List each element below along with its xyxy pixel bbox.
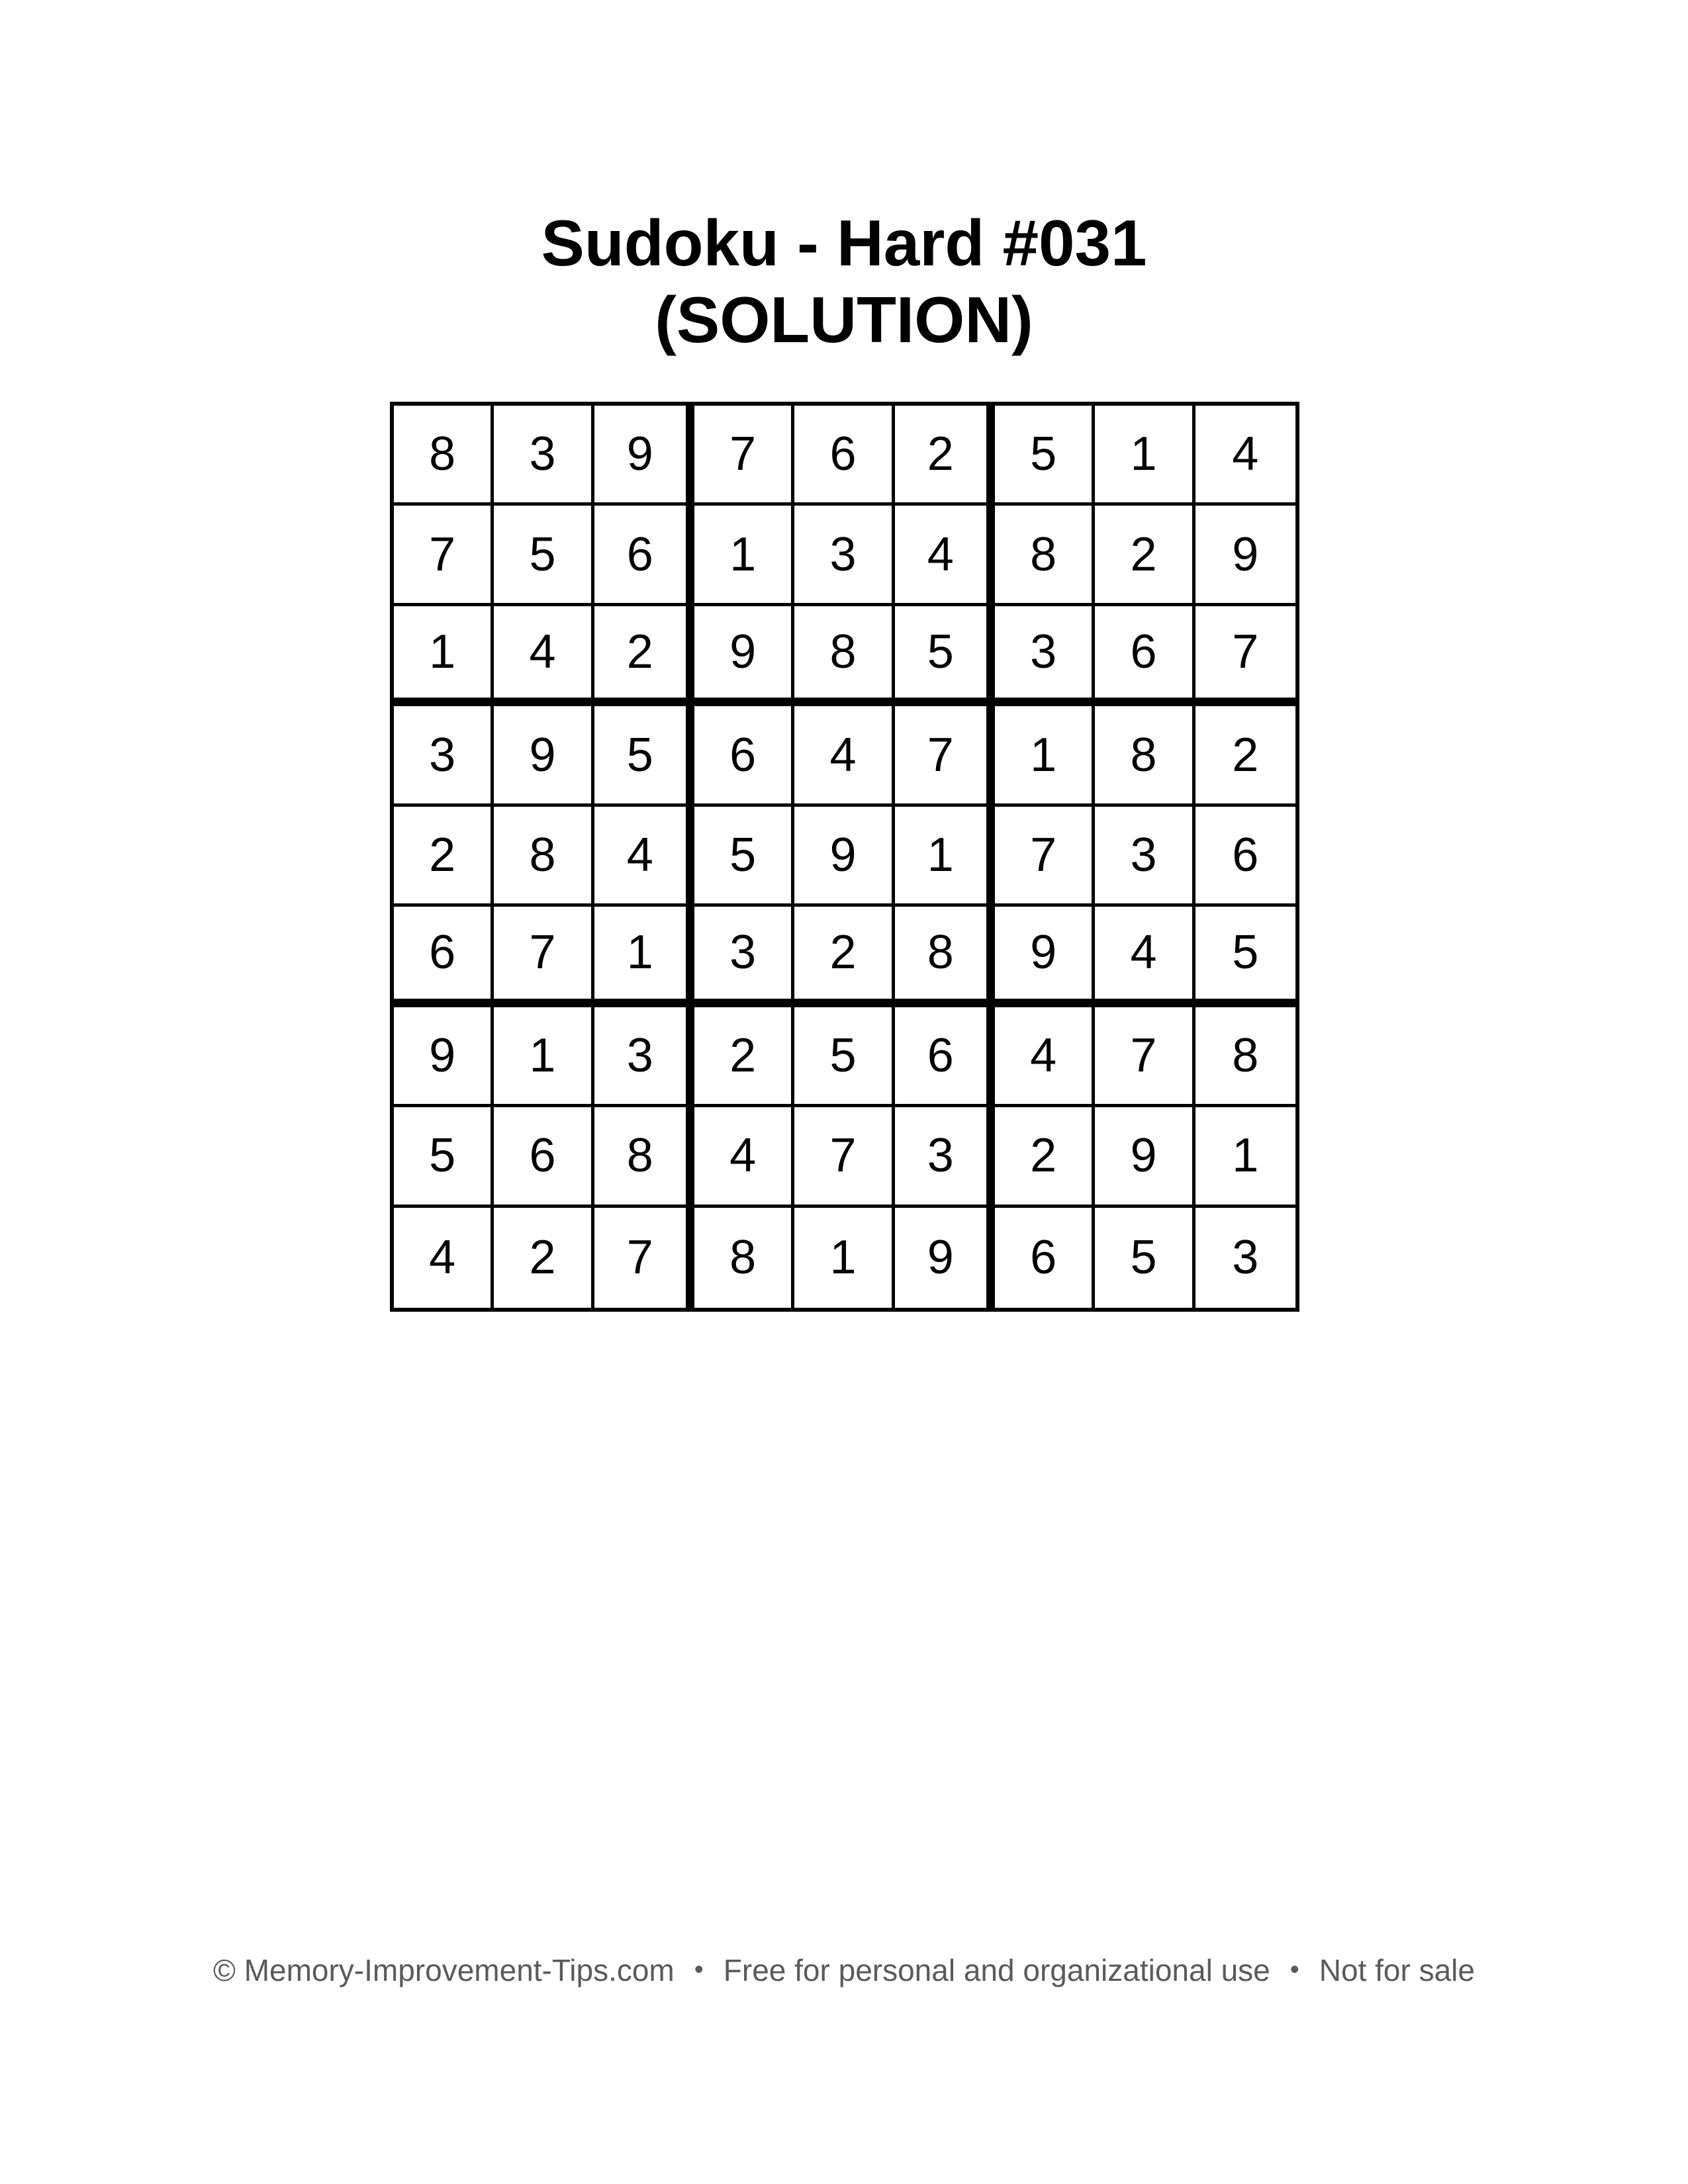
sudoku-cell-r3-c3: 2 bbox=[594, 606, 694, 706]
sudoku-cell-r8-c7: 2 bbox=[995, 1107, 1095, 1207]
sudoku-cell-r6-c8: 4 bbox=[1095, 907, 1195, 1007]
sudoku-cell-r9-c8: 5 bbox=[1095, 1208, 1195, 1308]
sudoku-cell-r8-c5: 7 bbox=[794, 1107, 894, 1207]
sudoku-cell-r2-c4: 1 bbox=[694, 506, 794, 606]
sudoku-cell-r4-c2: 9 bbox=[494, 706, 594, 806]
sudoku-cell-r9-c3: 7 bbox=[594, 1208, 694, 1308]
sudoku-cell-r1-c2: 3 bbox=[494, 406, 594, 506]
sudoku-cell-r6-c6: 8 bbox=[895, 907, 995, 1007]
sudoku-cell-r7-c4: 2 bbox=[694, 1007, 794, 1107]
sudoku-cell-r5-c5: 9 bbox=[794, 807, 894, 907]
sudoku-cell-r6-c2: 7 bbox=[494, 907, 594, 1007]
sudoku-cell-r6-c3: 1 bbox=[594, 907, 694, 1007]
sudoku-cell-r7-c1: 9 bbox=[394, 1007, 494, 1107]
sudoku-cell-r1-c9: 4 bbox=[1196, 406, 1295, 506]
sudoku-cell-r7-c2: 1 bbox=[494, 1007, 594, 1107]
sudoku-cell-r6-c9: 5 bbox=[1196, 907, 1295, 1007]
sudoku-cell-r3-c5: 8 bbox=[794, 606, 894, 706]
sudoku-cell-r8-c4: 4 bbox=[694, 1107, 794, 1207]
sudoku-cell-r8-c9: 1 bbox=[1196, 1107, 1295, 1207]
sudoku-cell-r1-c4: 7 bbox=[694, 406, 794, 506]
sudoku-cell-r4-c6: 7 bbox=[895, 706, 995, 806]
sudoku-cell-r2-c5: 3 bbox=[794, 506, 894, 606]
sudoku-cell-r1-c3: 9 bbox=[594, 406, 694, 506]
sudoku-cell-r1-c7: 5 bbox=[995, 406, 1095, 506]
sudoku-cell-r9-c5: 1 bbox=[794, 1208, 894, 1308]
footer-separator: • bbox=[1289, 1955, 1299, 1984]
sudoku-cell-r3-c7: 3 bbox=[995, 606, 1095, 706]
footer-copyright: © Memory-Improvement-Tips.com bbox=[213, 1953, 675, 1987]
sudoku-grid bbox=[390, 402, 1299, 1312]
sudoku-cell-r4-c8: 8 bbox=[1095, 706, 1195, 806]
sudoku-cell-r9-c7: 6 bbox=[995, 1208, 1095, 1308]
sudoku-cell-r5-c3: 4 bbox=[594, 807, 694, 907]
sudoku-cell-r9-c1: 4 bbox=[394, 1208, 494, 1308]
sudoku-cell-r7-c8: 7 bbox=[1095, 1007, 1195, 1107]
sudoku-cell-r5-c1: 2 bbox=[394, 807, 494, 907]
sudoku-cell-r5-c8: 3 bbox=[1095, 807, 1195, 907]
sudoku-cell-r3-c8: 6 bbox=[1095, 606, 1195, 706]
sudoku-cell-r6-c5: 2 bbox=[794, 907, 894, 1007]
sudoku-cell-r7-c3: 3 bbox=[594, 1007, 694, 1107]
sudoku-cell-r5-c9: 6 bbox=[1196, 807, 1295, 907]
sudoku-cell-r1-c5: 6 bbox=[794, 406, 894, 506]
sudoku-cell-r4-c1: 3 bbox=[394, 706, 494, 806]
sudoku-cell-r6-c7: 9 bbox=[995, 907, 1095, 1007]
sudoku-cell-r6-c1: 6 bbox=[394, 907, 494, 1007]
sudoku-cell-r2-c8: 2 bbox=[1095, 506, 1195, 606]
sudoku-cell-r9-c6: 9 bbox=[895, 1208, 995, 1308]
sudoku-cell-r8-c2: 6 bbox=[494, 1107, 594, 1207]
sudoku-cell-r6-c4: 3 bbox=[694, 907, 794, 1007]
sudoku-cell-r3-c1: 1 bbox=[394, 606, 494, 706]
sudoku-cell-r4-c5: 4 bbox=[794, 706, 894, 806]
sudoku-cell-r2-c6: 4 bbox=[895, 506, 995, 606]
sudoku-cell-r2-c3: 6 bbox=[594, 506, 694, 606]
sudoku-cell-r4-c3: 5 bbox=[594, 706, 694, 806]
sudoku-cell-r3-c2: 4 bbox=[494, 606, 594, 706]
sudoku-cell-r2-c2: 5 bbox=[494, 506, 594, 606]
sudoku-cell-r8-c6: 3 bbox=[895, 1107, 995, 1207]
sudoku-cell-r1-c6: 2 bbox=[895, 406, 995, 506]
sudoku-cell-r1-c8: 1 bbox=[1095, 406, 1195, 506]
sudoku-cell-r5-c4: 5 bbox=[694, 807, 794, 907]
sudoku-cell-r4-c9: 2 bbox=[1196, 706, 1295, 806]
sudoku-cell-r7-c5: 5 bbox=[794, 1007, 894, 1107]
sudoku-cell-r9-c9: 3 bbox=[1232, 1231, 1259, 1285]
sudoku-cell-r4-c7: 1 bbox=[995, 706, 1095, 806]
sudoku-cell-r2-c7: 8 bbox=[995, 506, 1095, 606]
footer-separator: • bbox=[694, 1955, 704, 1984]
sudoku-cell-r7-c9: 8 bbox=[1196, 1007, 1295, 1107]
sudoku-cell-r8-c8: 9 bbox=[1095, 1107, 1195, 1207]
sudoku-cell-r8-c3: 8 bbox=[594, 1107, 694, 1207]
page-title: Sudoku - Hard #031 bbox=[541, 206, 1147, 279]
sudoku-cell-r5-c2: 8 bbox=[494, 807, 594, 907]
sudoku-cell-r7-c7: 4 bbox=[995, 1007, 1095, 1107]
sudoku-cell-r7-c6: 6 bbox=[895, 1007, 995, 1107]
sudoku-cell-r3-c4: 9 bbox=[694, 606, 794, 706]
sudoku-cell-r5-c6: 1 bbox=[895, 807, 995, 907]
footer-usage: Free for personal and organizational use bbox=[723, 1953, 1270, 1987]
sudoku-cell-r9-c4: 8 bbox=[694, 1208, 794, 1308]
sudoku-cell-r3-c9: 7 bbox=[1196, 606, 1295, 706]
sudoku-cell-r1-c1: 8 bbox=[394, 406, 494, 506]
sudoku-cell-r4-c4: 6 bbox=[694, 706, 794, 806]
sudoku-cell-r3-c6: 5 bbox=[895, 606, 995, 706]
sudoku-cell-r5-c7: 7 bbox=[995, 807, 1095, 907]
footer-sale: Not for sale bbox=[1319, 1953, 1475, 1987]
sudoku-cell-r2-c1: 7 bbox=[394, 506, 494, 606]
sudoku-cell-r9-c2: 2 bbox=[494, 1208, 594, 1308]
sudoku-cell-r8-c1: 5 bbox=[394, 1107, 494, 1207]
page-subtitle: (SOLUTION) bbox=[655, 283, 1033, 356]
sudoku-cell-r2-c9: 9 bbox=[1196, 506, 1295, 606]
footer bbox=[0, 1952, 1688, 1988]
